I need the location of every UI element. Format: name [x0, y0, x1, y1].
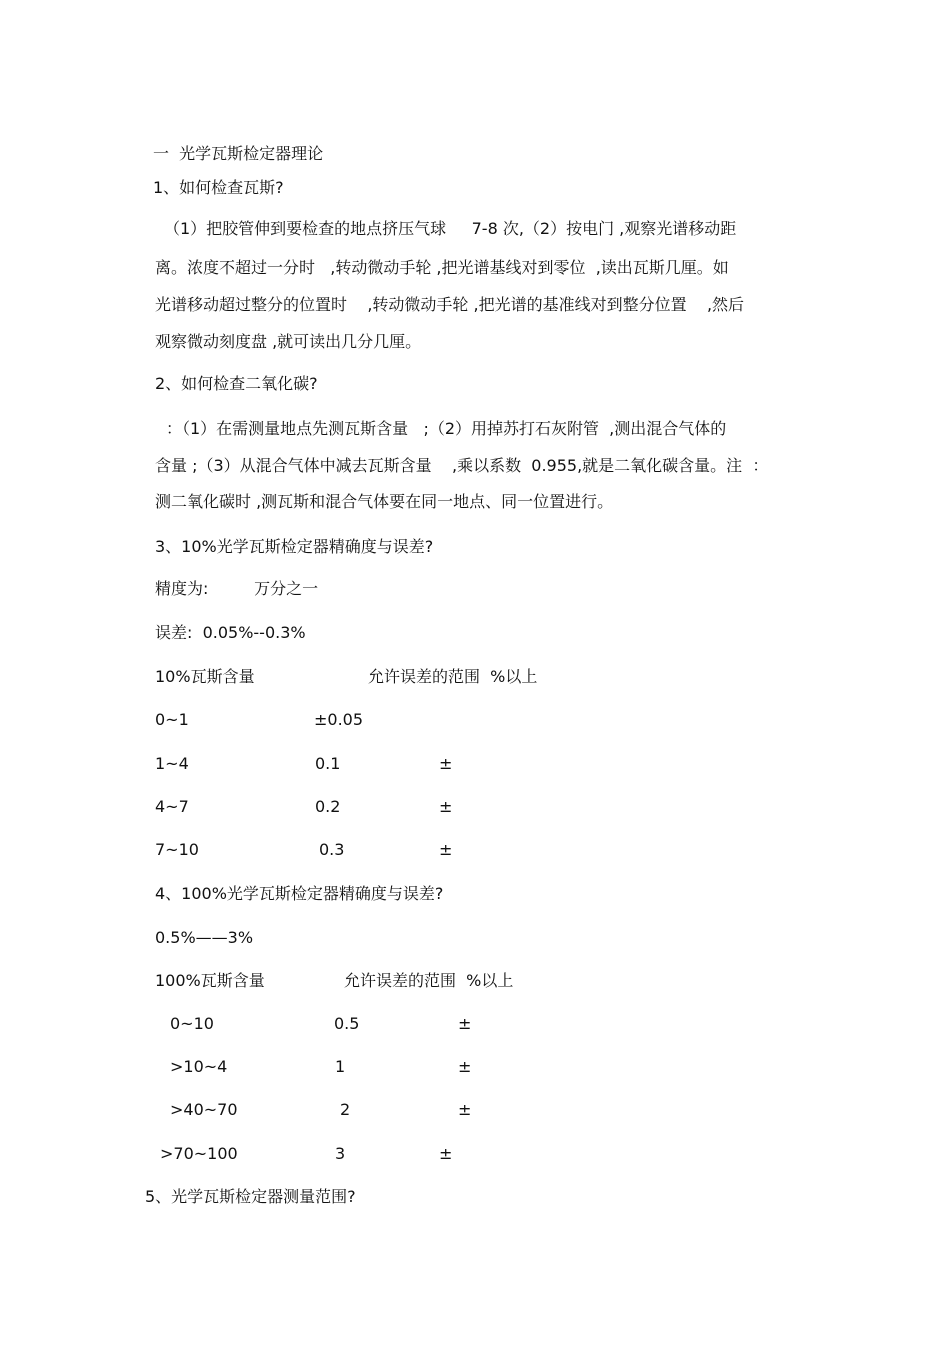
question-3-precision: 精度为: 万分之一	[155, 579, 319, 598]
question-4-title: 4、100%光学瓦斯检定器精确度与误差?	[155, 884, 444, 903]
plus-minus-cell: ±	[458, 1100, 472, 1119]
table-header-content: 100%瓦斯含量	[155, 971, 265, 990]
question-2-title: 2、如何检查二氧化碳?	[155, 374, 318, 393]
plus-minus-cell: ±	[439, 1144, 453, 1163]
question-1-line-3: 光谱移动超过整分的位置时 ,转动微动手轮 ,把光谱的基准线对到整分位置 ,然后	[155, 295, 745, 314]
value-cell: 0.2	[315, 797, 341, 816]
range-cell: 0~1	[155, 710, 189, 729]
plus-minus-cell: ±	[458, 1057, 472, 1076]
range-cell: 0~10	[170, 1014, 214, 1033]
table-header-tolerance: 允许误差的范围 %以上	[344, 971, 514, 990]
table-header-tolerance: 允许误差的范围 %以上	[368, 667, 538, 686]
section-heading: 一 光学瓦斯检定器理论	[153, 144, 324, 163]
range-cell: 7~10	[155, 840, 199, 859]
value-cell: 1	[335, 1057, 346, 1076]
question-1-line-4: 观察微动刻度盘 ,就可读出几分几厘。	[155, 332, 422, 351]
question-2-line-3: 测二氧化碳时 ,测瓦斯和混合气体要在同一地点、同一位置进行。	[155, 492, 614, 511]
question-1-title: 1、如何检查瓦斯?	[153, 178, 284, 197]
plus-minus-cell: ±	[439, 797, 453, 816]
table-header-content: 10%瓦斯含量	[155, 667, 255, 686]
range-cell: 1~4	[155, 754, 189, 773]
value-cell: 2	[340, 1100, 351, 1119]
question-4-error: 0.5%——3%	[155, 928, 254, 947]
range-cell: >40~70	[170, 1100, 238, 1119]
question-1-line-2: 离。浓度不超过一分时 ,转动微动手轮 ,把光谱基线对到零位 ,读出瓦斯几厘。如	[155, 258, 729, 277]
value-cell: 0.5	[334, 1014, 360, 1033]
plus-minus-cell: ±	[439, 840, 453, 859]
value-cell: ±0.05	[314, 710, 364, 729]
question-3-error: 误差: 0.05%--0.3%	[155, 623, 306, 642]
question-3-title: 3、10%光学瓦斯检定器精确度与误差?	[155, 537, 434, 556]
plus-minus-cell: ±	[439, 754, 453, 773]
question-5-title: 5、光学瓦斯检定器测量范围?	[145, 1187, 356, 1206]
value-cell: 3	[335, 1144, 346, 1163]
question-2-line-2: 含量 ;（3）从混合气体中减去瓦斯含量 ,乘以系数 0.955,就是二氧化碳含量。注 ：	[155, 456, 769, 475]
range-cell: >70~100	[160, 1144, 238, 1163]
plus-minus-cell: ±	[458, 1014, 472, 1033]
question-2-line-1: ：（1）在需测量地点先测瓦斯含量 ;（2）用掉苏打石灰附管 ,测出混合气体的	[166, 419, 727, 438]
question-1-line-1: （1）把胶管伸到要检查的地点挤压气球 7-8 次,（2）按电门 ,观察光谱移动距	[164, 219, 737, 238]
range-cell: >10~4	[170, 1057, 228, 1076]
value-cell: 0.3	[319, 840, 345, 859]
value-cell: 0.1	[315, 754, 341, 773]
range-cell: 4~7	[155, 797, 189, 816]
